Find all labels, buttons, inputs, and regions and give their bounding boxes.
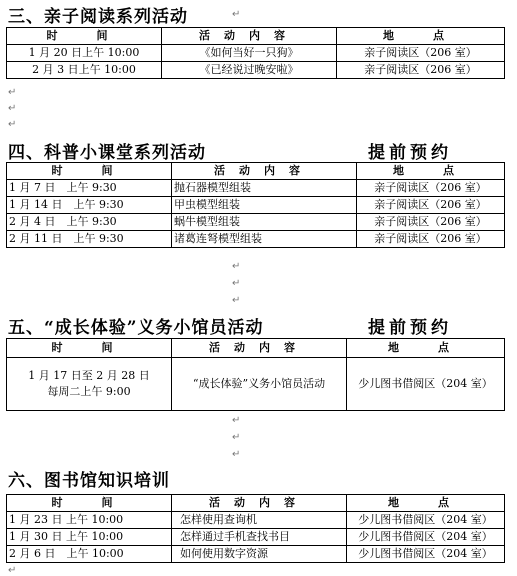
- table-row: 1 月 20 日上午 10:00 《如何当好一只狗》 亲子阅读区（206 室）: [7, 45, 505, 62]
- paragraph-mark: ↵: [8, 565, 17, 576]
- table-row: 1 月 23 日 上午 10:00 怎样使用查询机 少儿图书借阅区（204 室）: [7, 512, 505, 529]
- col-time-header: 时 间: [7, 163, 172, 180]
- paragraph-mark: ↵: [232, 9, 241, 20]
- table-row: 2 月 11 日 上午 9:30 诸葛连弩模型组装 亲子阅读区（206 室）: [7, 231, 505, 248]
- paragraph-mark: ↵: [8, 87, 17, 98]
- section-3-table: [6, 27, 505, 79]
- table-row: 2 月 4 日 上午 9:30 蜗牛模型组装 亲子阅读区（206 室）: [7, 214, 505, 231]
- col-activity-header: 活动内容: [172, 495, 347, 512]
- paragraph-mark: ↵: [232, 295, 241, 306]
- paragraph-mark: ↵: [8, 119, 17, 130]
- col-time-header: 时 间: [7, 495, 172, 512]
- paragraph-mark: ↵: [232, 432, 241, 443]
- paragraph-mark: ↵: [232, 449, 241, 460]
- section-5-note: 提前预约: [368, 318, 452, 338]
- col-place-header: 地 点: [347, 495, 505, 512]
- col-activity-header: 活动内容: [162, 28, 337, 45]
- col-place-header: 地 点: [347, 339, 505, 358]
- col-place-header: 地 点: [337, 28, 505, 45]
- table-row: 2 月 3 日上午 10:00 《已经说过晚安啦》 亲子阅读区（206 室）: [7, 62, 505, 79]
- time-line-2: 每周二上午 9:00: [47, 385, 131, 398]
- table-row: 1 月 14 日 上午 9:30 甲虫模型组装 亲子阅读区（206 室）: [7, 197, 505, 214]
- section-4-title: 四、科普小课堂系列活动: [8, 143, 206, 163]
- section-4-table: [6, 162, 505, 248]
- section-5-table: [6, 338, 505, 411]
- col-activity-header: 活动内容: [172, 163, 357, 180]
- paragraph-mark: ↵: [232, 261, 241, 272]
- table-row: 1 月 30 日 上午 10:00 怎样通过手机查找书目 少儿图书借阅区（204 室）: [7, 529, 505, 546]
- section-3-title: 三、亲子阅读系列活动: [8, 7, 188, 27]
- section-6-table: [6, 494, 505, 563]
- section-5-title: 五、“成长体验”义务小馆员活动: [8, 318, 264, 338]
- paragraph-mark: ↵: [232, 278, 241, 289]
- col-place-header: 地 点: [357, 163, 505, 180]
- section-6-title: 六、图书馆知识培训: [8, 471, 170, 491]
- table-row: 1 月 7 日 上午 9:30 抛石器模型组装 亲子阅读区（206 室）: [7, 180, 505, 197]
- section-4-note: 提前预约: [368, 143, 452, 163]
- paragraph-mark: ↵: [232, 415, 241, 426]
- col-activity-header: 活动内容: [172, 339, 347, 358]
- paragraph-mark: ↵: [8, 103, 17, 114]
- time-line-1: 1 月 17 日至 2 月 28 日: [28, 369, 150, 382]
- table-row: 1 月 17 日至 2 月 28 日 每周二上午 9:00 “成长体验”义务小馆员活动 少儿图书借阅区（204 室）: [7, 358, 505, 411]
- col-time-header: 时 间: [7, 339, 172, 358]
- table-row: 2 月 6 日 上午 10:00 如何使用数字资源 少儿图书借阅区（204 室）: [7, 546, 505, 563]
- col-time-header: 时 间: [7, 28, 162, 45]
